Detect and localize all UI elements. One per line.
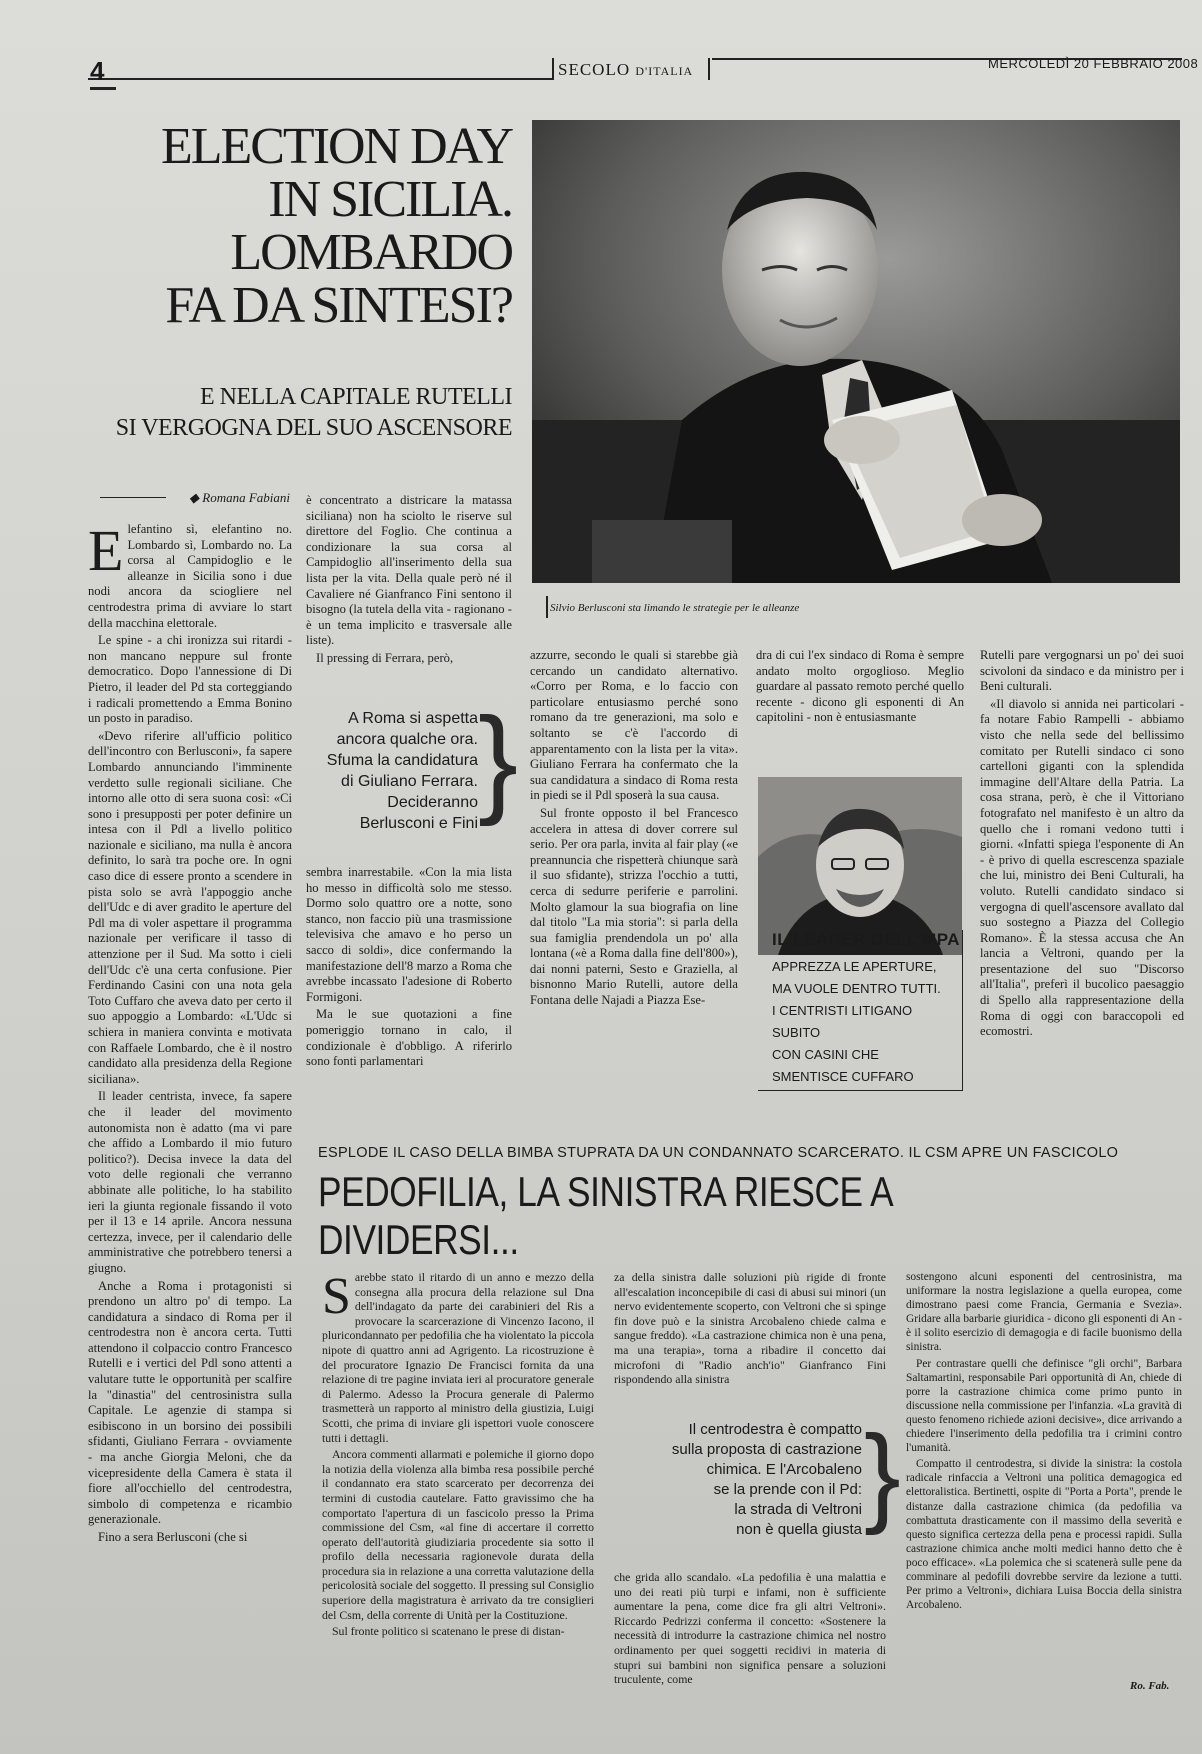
paragraph: Il leader centrista, invece, fa sapere che il leader del movimento autonomista non è adatto (ma vi pare che affido a Lombardo il mio futuro politico?). Decisa invece la data del voto delle regionali che verranno abbinate alle politiche, lo ha stabilito ieri la giunta regionale fissando il voto per il 13 e 14 aprile. Ancora nessuna certezza, invece, per il calendario delle amministrative che potrebbero tenersi a giugno.	[88, 1089, 292, 1275]
paragraph: Per contrastare quelli che definisce "gli orchi", Barbara Saltamartini, responsabile Pari opportunità di An, chiede di porre la castrazione chimica come primo punto in discussione nella commissione per l'infanzia. «La gravità di questo fenomeno richiede azioni decisive», dice arrivando a chiedere l'inserimento della pedofilia tra i crimini contro l'umanità.	[906, 1357, 1182, 1455]
brace-icon: }	[864, 1413, 901, 1536]
author-signature: Ro. Fab.	[1130, 1680, 1170, 1692]
article1-column-2b	[306, 865, 512, 1072]
lombardo-photo	[758, 777, 962, 955]
paragraph: Anche a Roma i protagonisti si prendono un altro po' di tempo. La candidatura a sindaco di Roma per il centrodestra non è ancora certa. Tutti attendono il colpaccio contro Francesco Rutelli e i vertici del Pdl sono attenti a valutare tutte le opportunità per scalfire la "dinastia" del centrosinistra sulla Capitale. Le agenzie di stampa si esibiscono in un borsino dei possibili sfidanti, Giuliano Ferrara - ovviamente - ma anche Giorgia Meloni, che da vicepresidente della Camera è stata il fiore all'occhiello del centrodestra, simbolo di competenza e ricambio generazionale.	[88, 1278, 292, 1527]
paragraph: dra di cui l'ex sindaco di Roma è sempre andato molto orgoglioso. Meglio guardare al passato remoto perché quello recente - dicono gli esponenti di An capitolini - non è entusiasmante	[756, 648, 964, 725]
paragraph: «Devo riferire all'ufficio politico dell'incontro con Berlusconi», fa sapere Lombardo annunciando l'imminente verdetto sulle regionali siciliane. Che intorno alle otto di sera suona così: «Ci sono i presupposti per poter definire un intesa con il Pdl a livello politico nazionale e siciliano, ma nulla è ancora definito, lo sarà tra poche ore. In ogni caso dice di essere pronto a scendere in pista solo se avrà l'appoggio anche dell'Udc e di aver gradito le aperture del Pdl ma di voler aspettare il programma nazionale per verificare il tasso di attenzione per il Sud. Ma sotto i cieli dell'Udc c'è una certa confusione. Pier Ferdinando Casini con una nota gela Toto Cuffaro che aveva dato per certo il suo appoggio a Lombardo: «L'Udc si schiera in maniera convinta e motivata con Raffaele Lombardo, che è il nostro candidato alla presidenza della Regione siciliana».	[88, 728, 292, 1086]
article2-kicker: ESPLODE IL CASO DELLA BIMBA STUPRATA DA UN CONDANNATO SCARCERATO. IL CSM APRE UN FASCICOLO	[318, 1145, 1119, 1161]
paragraph: che grida allo scandalo. «La pedofilia è una malattia e uno dei reati più turpi e infami, non è sufficiente aumentare la pena, come dice fra gli altri Veltroni». Riccardo Pedrizzi conferma il concetto: «Sostenere la necessità di introdurre la castrazione chimica nel nostro ordinamento per quei soggetti recidivi in materia di stupri sui bambini non significa pensare a soluzioni truculente, come	[614, 1570, 886, 1687]
article2-headline: PEDOFILIA, LA SINISTRA RIESCE A DIVIDERSI...	[318, 1168, 892, 1263]
paragraph: arebbe stato il ritardo di un anno e mezzo della consegna alla procura della relazione sul Dna dell'indagato da parte dei carabinieri del Ris a provocare la scarcerazione di Vincenzo Iacono, il pluricondannato per pedofilia che ha violentato la piccola nipote di quattro anni ad Agrigento. La ricostruzione è del procuratore Ignazio De Francisci fornita da una relazione di tre pagine inviata ieri al procuratore generale di Palermo. Adesso la Procura generale di Palermo trasmetterà un rapporto al ministro della giustizia, Luigi Scotti, che prima di inviare gli ispettori vuole conoscere tutti i dettagli.	[322, 1270, 594, 1445]
drop-cap: E	[88, 518, 124, 583]
drop-cap: S	[322, 1268, 351, 1325]
paragraph: za della sinistra dalle soluzioni più rigide di fronte all'escalation inconcepibile di casi di abusi sui minori (un nervo evidentemente scoperto, con Veltroni che si spinge fin dove può e la sinistra Arcobaleno chiede calma e sangue freddo). «La castrazione chimica non è una pena, ma una terapia», torna a ribadire il concetto dai microfoni di "Radio anch'io" Gianfranco Fini rispondendo alla sinistra	[614, 1270, 886, 1387]
header-rule-left	[88, 78, 552, 80]
paragraph: Il pressing di Ferrara, però,	[316, 650, 454, 665]
paragraph: Rutelli pare vergognarsi un po' dei suoi scivoloni da sindaco e da ministro per i Beni culturali.	[980, 648, 1184, 694]
paragraph: Sul fronte opposto il bel Francesco accelera in attesa di dover correre sul serio. Per ora parla, invita al fair play («e preannuncia che rispetterà chiunque sarà il suo sfidante), strizza l'occhio a tutti, cerca di sedurre periferie e parrolini. Molto glamour la sua biografia on line dal titolo "La mia storia": si parla della sua famiglia prendendola un po' alla lontana («è a Roma dalla fine dell'800»), dai nonni paterni, Sesto e Graziella, al bisnonno Mario Rutelli, autore della Fontana delle Najadi a Piazza Ese-	[530, 805, 738, 1008]
brace-icon: }	[478, 693, 519, 827]
article1-column-3	[530, 648, 738, 1011]
paragraph: Sul fronte politico si scatenano le prese di distan-	[332, 1624, 565, 1639]
paragraph: sostengono alcuni esponenti del centrosinistra, ma uniformare la nostra legislazione a quella europea, come dimostrano paesi come Francia, Germania e Svezia». Gridare alla barbarie giuridica - dicono gli esponenti di An - è il solito esercizio di demagogia e di facile buonismo della sinistra.	[906, 1271, 1182, 1354]
dateline: MERCOLEDÌ 20 FEBBRAIO 2008	[988, 56, 1199, 71]
article1-column-1	[88, 518, 292, 1548]
paragraph: Le spine - a chi ironizza sui ritardi - non mancano neppure sul fronte democratico. Dopo l'annessione di Di Pietro, il leader del Pd sta corteggiando i radicali promettendo a Emma Bonino un posto in paradiso.	[88, 633, 292, 726]
paragraph: Compatto il centrodestra, si divide la sinistra: la costola radicale rinfaccia a Veltroni una politica demagogica ed elettoralistica. Bertinetti, ospite di "Porta a Porta", prende le distanze dalla castrazione chimica (da pedofilia va combattuta drasticamente con il massimo della severità e questo significa certezza della pena e processi rapidi. Sulla castrazione chimica anche molti medici hanno detto che è poco efficace». «La polemica che si scatenerà sulle pene da comminare al pedofili dovrebbe servire da lezione a tutti. Per primo a Veltroni», dichiara Luisa Boccia della sinistra Arcobaleno.	[906, 1458, 1182, 1612]
header-divider	[708, 58, 710, 80]
leader-box-text: APPREZZA LE APERTURE, MA VUOLE DENTRO TUTTI. I CENTRISTI LITIGANO SUBITO CON CASINI CHE SMENTISCE CUFFARO	[772, 959, 941, 1084]
byline: ◆ Romana Fabiani	[189, 490, 290, 505]
article-title: ELECTION DAY IN SICILIA. LOMBARDO FA DA SINTESI?	[160, 118, 512, 335]
paragraph: Ancora commenti allarmati e polemiche il giorno dopo la notizia della violenza alla bimba resa possibile perché il condannato era stato scarcerato per decorrenza dei termini di custodia cautelare. Fatto gravissimo che ha comportato l'apertura di un fascicolo presso la Prima commissione del Csm, «al fine di accertare il corretto operato dell'autorità giudiziaria procedente sia sotto il profilo della necessaria ragionevole durata della procedura sia in relazione a una corretta valutazione della pericolosità sociale del soggetto. Il pressing sul Consiglio superiore della magistratura è arrivato da tre consiglieri del Csm, della corrente di Unità per la Costituzione.	[322, 1447, 594, 1622]
paragraph: Ma le sue quotazioni a fine pomeriggio tornano in calo, il condizionale è d'obbligo. A riferirlo sono fonti parlamentari	[306, 1007, 512, 1069]
article1-column-4	[756, 648, 964, 728]
pull-quote: Il centrodestra è compatto sulla proposta di castrazione chimica. E l'Arcobaleno se la prende con il Pd: la strada di Veltroni non è quella giusta	[671, 1421, 862, 1538]
page-number: 4	[90, 56, 116, 90]
leader-box-title: IL LEADER DELL'MPA	[772, 930, 961, 949]
caption-rule	[546, 596, 548, 618]
photo-caption: Silvio Berlusconi sta limando le strategie per le alleanze	[550, 602, 800, 614]
pull-quote: A Roma si aspetta ancora qualche ora. Sfuma la candidatura di Giuliano Ferrara. Decideranno Berlusconi e Fini	[326, 710, 478, 832]
paragraph: lefantino sì, elefantino no. Lombardo sì, Lombardo no. La corsa al Campidoglio e le alleanze in Sicilia sono i due nodi ancora da sciogliere nel centrodestra prima di avviare lo start della macchina elettorale.	[88, 522, 292, 630]
article1-column-5	[980, 648, 1184, 1042]
article2-column-2b	[614, 1570, 886, 1689]
paragraph: sembra inarrestabile. «Con la mia lista ho messo in difficoltà solo me stesso. Dormo solo quattro ore a notte, sono stanco, non faccio più una trasmissione televisiva che amavo e ho perso un sacco di soldi», dice confermando la manifestazione dell'8 marzo a Roma che avrebbe incassato l'adesione di Roberto Formigoni.	[306, 865, 512, 1004]
paragraph: è concentrato a districare la matassa siciliana) non ha sciolto le riserve sul direttore del Foglio. Che continua a condizionare la sua corsa al Campidoglio all'inserimento della sua lista per la vita. Della quale però né il Cavaliere né Gianfranco Fini sentono il bisogno (la tutela della vita - ragionano - è un tema implicito e trasversale alle liste).	[306, 493, 512, 648]
article2-column-3	[906, 1270, 1182, 1614]
masthead: SECOLO D'ITALIA	[558, 60, 694, 79]
paragraph: azzurre, secondo le quali si starebbe già cercando un candidato alternativo. «Corro per Roma, e lo faccio con particolare entusiasmo perché sono romano da tre generazioni, ma solo e soltanto se c'è l'accordo di apparentamento con la lista per la vita». Giuliano Ferrara ha confermato che la sua candidatura a sindaco di Roma resta in piedi se il Pdl sposerà la sua causa.	[530, 648, 738, 803]
header-divider	[552, 58, 554, 80]
article2-column-1	[322, 1270, 594, 1641]
berlusconi-photo	[532, 120, 1180, 583]
article-subtitle: E NELLA CAPITALE RUTELLI SI VERGOGNA DEL SUO ASCENSORE	[115, 384, 512, 442]
paragraph: «Il diavolo si annida nei particolari - fa notare Fabio Rampelli - abbiamo visto che nella sede del bellissimo comitato per Rutelli sindaco ci sono cartelloni giganti con la splendida immagine dell'Altare della Patria. La cosa strana, però, è che il Vittoriano fotografato nel manifesto è un altro da quello che i romani vedono tutti i giorni. «Infatti spiega l'esponente di An - è privo di quella escrescenza spaziale che lui, ministro dei Beni Culturali, ha voluto. Rutelli candidato sindaco si vergogna di quell'ascensore avallato dal suo sostegno a Piazza del Collegio Romano». È la stessa accusa che An lancia a Veltroni, quando per la presentazione del suo "Discorso all'Italia", preferì il bucolico paesaggio di Spello alla rappresentazione della Roma di oggi con baraccopoli ed ecomostri.	[980, 696, 1184, 1039]
paragraph: Fino a sera Berlusconi (che si	[98, 1530, 248, 1544]
article1-column-2	[306, 493, 512, 669]
article2-column-2	[614, 1270, 886, 1389]
